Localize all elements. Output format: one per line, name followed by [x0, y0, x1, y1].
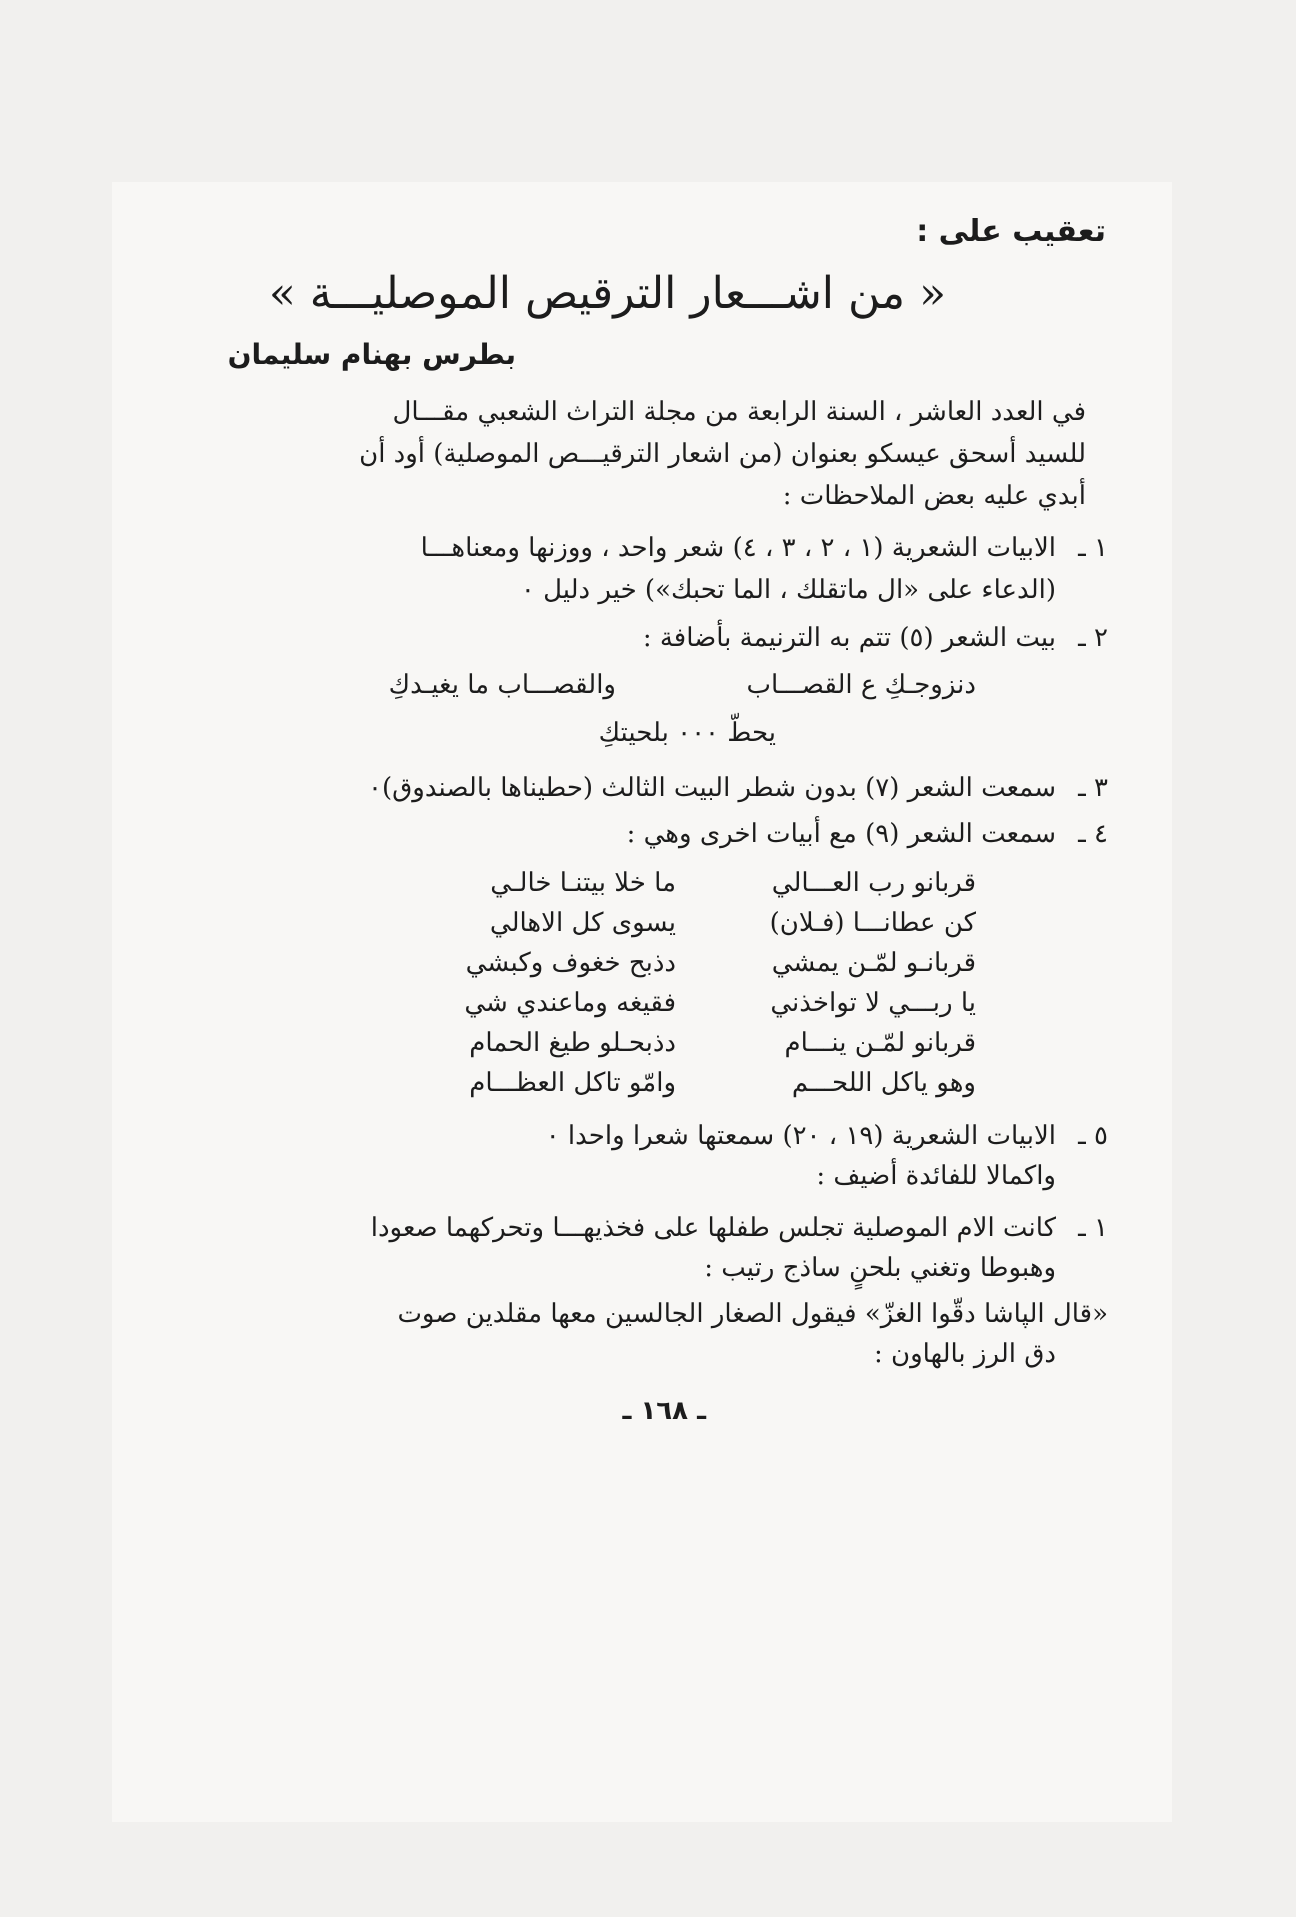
addition-line: كانت الام الموصلية تجلس طفلها على فخذيهـــا وتحركهما صعودا [370, 1213, 1056, 1243]
verse-first-half: يا ربـــي لا تواخذني [770, 988, 976, 1018]
verse-first-half: قربانو لمّـن ينـــام [784, 1028, 976, 1058]
note-line: (الدعاء على «ال ماتقلك ، الما تحبك») خير دليل ٠ [520, 575, 1056, 605]
intro-line: أبدي عليه بعض الملاحظات : [782, 481, 1086, 511]
author-name: بطرس بهنام سليمان [227, 338, 516, 371]
quote-line: «قال الپاشا دقّوا الغزّ» فيقول الصغار الجالسين معها مقلدين صوت [397, 1299, 1108, 1329]
note-line: بيت الشعر (٥) تتم به الترنيمة بأضافة : [642, 623, 1056, 653]
couplet-first-half: دنزوجـكِ ع القصـــاب [746, 670, 976, 700]
note-line: الابيات الشعرية (١ ، ٢ ، ٣ ، ٤) شعر واحد ، ووزنها ومعناهـــا [420, 533, 1056, 563]
verse-second-half: يسوى كل الاهالي [489, 908, 676, 938]
section-label: تعقيب على : [916, 214, 1106, 249]
note-line: الابيات الشعرية (١٩ ، ٢٠) سمعتها شعرا واحدا ٠ [545, 1121, 1056, 1151]
intro-line: للسيد أسحق عيسكو بعنوان (من اشعار الترقيـــص الموصلية) أود أن [359, 439, 1086, 469]
addition-number: ١ ـ [1078, 1213, 1108, 1243]
verse-second-half: دذبحـلو طيغ الحمام [469, 1028, 676, 1058]
note-number: ٤ ـ [1078, 819, 1108, 849]
intro-line: في العدد العاشر ، السنة الرابعة من مجلة التراث الشعبي مقـــال [392, 397, 1086, 427]
verse-first-half: قربانـو لمّـن يمشي [771, 948, 976, 978]
note-line: واكمالا للفائدة أضيف : [816, 1161, 1056, 1191]
verse-first-half: قربانو رب العـــالي [771, 868, 976, 898]
quote-line: دق الرز بالهاون : [874, 1339, 1056, 1369]
addition-line: وهبوطا وتغني بلحنٍ ساذج رتيب : [704, 1253, 1056, 1283]
verse-first-half: وهو ياكل اللحـــم [791, 1068, 976, 1098]
verse-first-half: كن عطانـــا (فـلان) [769, 908, 976, 938]
note-line: سمعت الشعر (٧) بدون شطر البيت الثالث (حطيناها بالصندوق)٠ [368, 773, 1056, 803]
note-number: ٥ ـ [1078, 1121, 1108, 1151]
page-number: ـ ١٦٨ ـ [622, 1396, 706, 1426]
verse-second-half: وامّو تاكل العظـــام [469, 1068, 676, 1098]
article-title: « من اشـــعار الترقيص الموصليـــة » [268, 268, 946, 319]
note-number: ٣ ـ [1078, 773, 1108, 803]
verse-second-half: ما خلا بيتنـا خالـي [490, 868, 676, 898]
note-number: ١ ـ [1078, 533, 1108, 563]
note-number: ٢ ـ [1078, 623, 1108, 653]
verse-second-half: فقيغه وماعندي شي [464, 988, 676, 1018]
couplet-continuation: يحطّ ٠٠٠ بلحيتكِ [598, 718, 776, 748]
note-line: سمعت الشعر (٩) مع أبيات اخرى وهي : [626, 819, 1056, 849]
verse-second-half: دذبح خغوف وكبشي [465, 948, 676, 978]
couplet-second-half: والقصـــاب ما يغيـدكِ [388, 670, 616, 700]
